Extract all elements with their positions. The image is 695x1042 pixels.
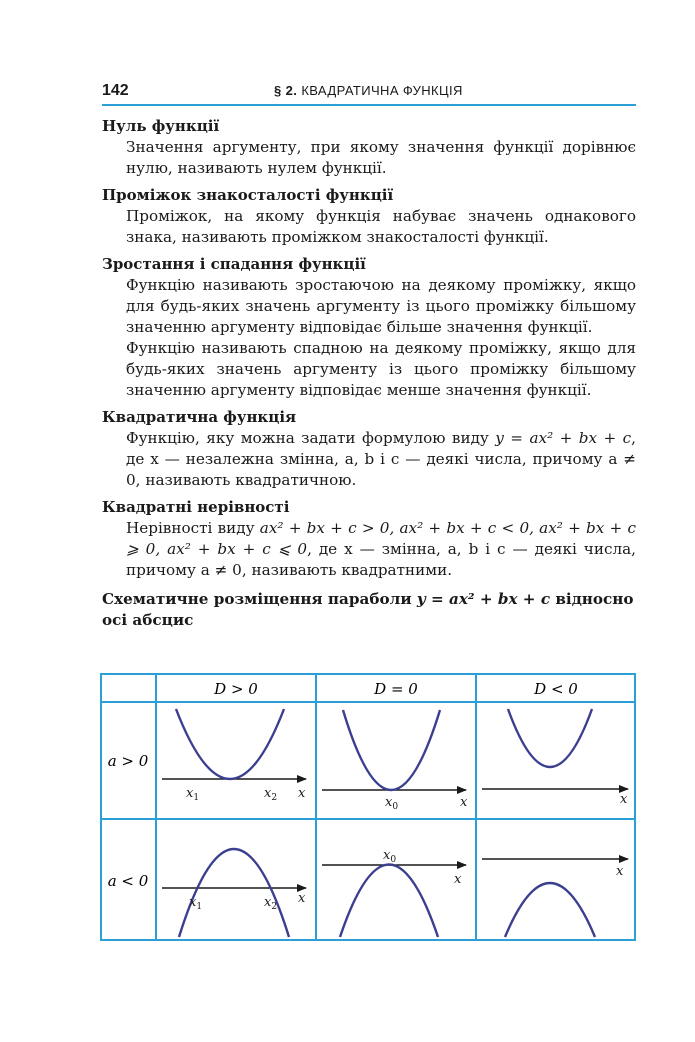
parabola-down — [340, 865, 438, 938]
entry-quadratic-function — [102, 407, 636, 491]
section-title — [274, 83, 463, 98]
parabola-up — [508, 709, 592, 767]
term-definition — [126, 518, 636, 581]
term-definition — [126, 428, 636, 491]
section-name: КВАДРАТИЧНА ФУНКЦІЯ — [301, 83, 463, 98]
axis-label-x: x — [298, 786, 306, 801]
caption-text: відносно осі абсцис — [102, 590, 634, 629]
cell-a-pos-d-zero — [322, 710, 468, 812]
term-heading: Зростання і спадання функції — [102, 255, 366, 273]
definition-text-decreasing: Функцію називають спадною на деякому проміжку, якщо для будь-яких значень аргументу із цього проміжку більшому значенню аргументу відповідає менше значення функції. — [126, 339, 636, 399]
cell-a-neg-d-pos — [162, 849, 306, 937]
glossary — [102, 116, 636, 646]
definition-text: , де x — змінна, a, b і c — деякі числа, причому a ≠ 0, називають квадратними. — [126, 540, 636, 579]
entry-monotonicity — [102, 254, 636, 401]
page-number: 142 — [102, 82, 129, 99]
caption-formula: y = ax² + bx + c — [416, 590, 551, 608]
header-rule — [102, 104, 636, 106]
formula: ax² + bx + c > 0, ax² + bx + c < 0, ax² + bx + c ⩾ 0, ax² + bx + c ⩽ 0 — [126, 519, 637, 558]
header-d-zero: D = 0 — [374, 680, 418, 698]
axis-label-x: x — [620, 792, 628, 807]
root-x2: $x_2$ — [264, 786, 278, 803]
term-definition — [126, 137, 636, 179]
caption-text: Схематичне розміщення параболи — [102, 590, 417, 608]
parabola-down — [505, 883, 595, 937]
definition-text: Проміжок, на якому функція набуває значень однакового знака, називають проміжком знакосталості функції. — [126, 207, 636, 246]
parabola-up — [343, 710, 440, 790]
row-a-positive: a > 0 — [107, 752, 149, 770]
table-caption — [102, 589, 636, 631]
term-heading: Квадратні нерівності — [102, 498, 290, 516]
entry-quadratic-inequalities — [102, 497, 636, 581]
parabola-table — [100, 673, 636, 941]
page-header — [102, 80, 636, 106]
term-definition — [126, 275, 636, 401]
definition-text: , де x — незалежна змінна, a, b і c — деякі числа, причому a ≠ 0, називають квадратичною. — [126, 429, 636, 489]
parabola-down — [179, 849, 289, 937]
term-heading: Проміжок знакосталості функції — [102, 186, 394, 204]
root-x1: $x_1$ — [189, 895, 203, 912]
root-x0: $x_0$ — [383, 848, 397, 865]
cell-a-neg-d-neg — [482, 859, 628, 937]
axis-label-x: x — [616, 864, 624, 879]
cell-a-pos-d-pos — [162, 709, 306, 803]
section-mark: § 2. — [274, 83, 298, 98]
entry-function-zero — [102, 116, 636, 179]
header-d-negative: D < 0 — [534, 680, 578, 698]
definition-text: Значення аргументу, при якому значення функції дорівнює нулю, називають нулем функції. — [126, 138, 636, 177]
cell-a-pos-d-neg — [482, 709, 628, 807]
term-heading: Квадратична функція — [102, 408, 297, 426]
definition-text-increasing: Функцію називають зростаючою на деякому проміжку, якщо для будь-яких значень аргументу із цього проміжку більшому значенню аргументу відповідає більше значення функції. — [126, 276, 636, 336]
entry-sign-interval — [102, 185, 636, 248]
axis-label-x: x — [298, 891, 306, 906]
formula: y = ax² + bx + c — [495, 429, 632, 447]
parabola-up — [176, 709, 284, 779]
cell-a-neg-d-zero — [322, 848, 466, 937]
term-heading: Нуль функції — [102, 117, 220, 135]
root-x2: $x_2$ — [264, 895, 278, 912]
axis-label-x: x — [460, 795, 468, 810]
definition-text: Функцію, яку можна задати формулою виду — [126, 429, 496, 447]
axis-label-x: x — [454, 872, 462, 887]
root-x1: $x_1$ — [186, 786, 200, 803]
table-grid — [101, 674, 635, 940]
header-d-positive: D > 0 — [214, 680, 258, 698]
term-definition — [126, 206, 636, 248]
definition-text: Нерівності виду — [126, 519, 260, 537]
root-x0: $x_0$ — [385, 795, 399, 812]
row-a-negative: a < 0 — [107, 872, 149, 890]
